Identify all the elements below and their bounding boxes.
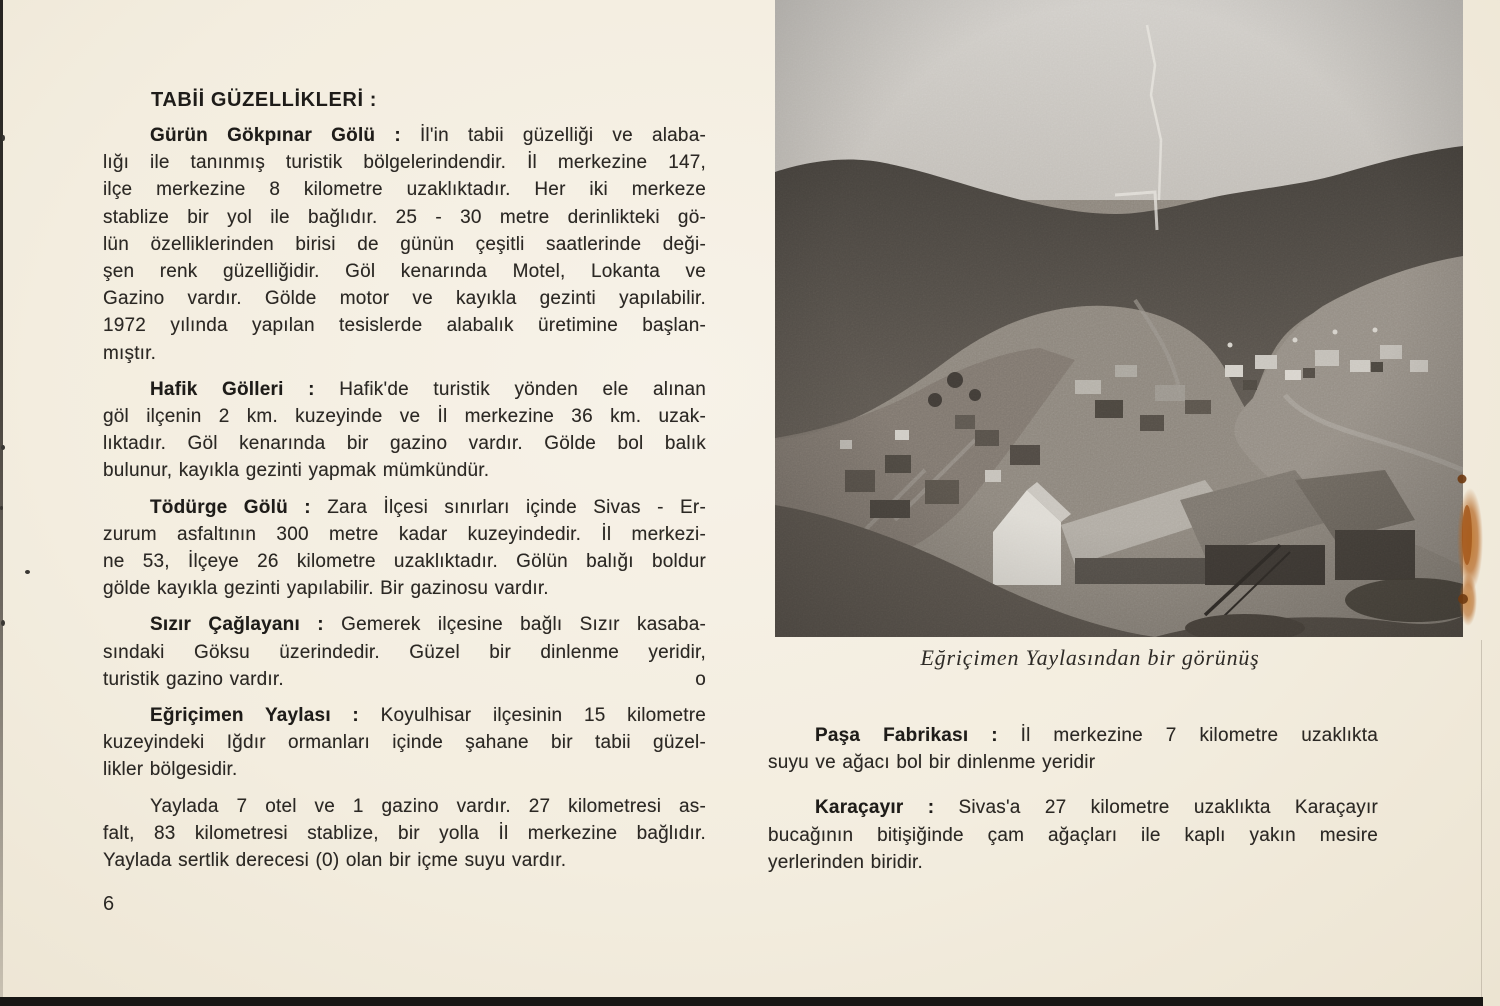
paragraph: [103, 122, 706, 367]
text-line: lıktadır. Göl kenarında bir gazino vardır. Gölde bol balık: [103, 433, 706, 455]
paragraph: [768, 794, 1378, 876]
scan-speck: [25, 570, 30, 574]
text-line: lün özelliklerinden birisi de günün çeşitli saatlerinde deği-: [103, 233, 706, 255]
paragraph: [103, 494, 706, 603]
left-column: [103, 86, 706, 916]
text-line: bucağının bitişiğinde çam ağaçları ile kaplı yakın mesire: [768, 824, 1378, 846]
stray-mark: o: [695, 668, 706, 690]
paragraph: [768, 722, 1378, 776]
page-number: 6: [103, 893, 115, 916]
text-line: Tödürge Gölü : Zara İlçesi sınırları içinde Sivas - Er-: [150, 496, 706, 518]
text-line: şen renk güzelliğidir. Göl kenarında Motel, Lokanta ve: [103, 261, 706, 283]
paragraph: [103, 702, 706, 784]
section-heading: TABİİ GÜZELLİKLERİ :: [151, 89, 378, 111]
text-line: suyu ve ağacı bol bir dinlenme yeridir: [768, 752, 1096, 774]
paragraph: [103, 611, 706, 693]
text-line: turistik gazino vardır. o: [103, 666, 706, 693]
paragraph: [103, 376, 706, 485]
text-line: Sızır Çağlayanı : Gemerek ilçesine bağlı Sızır kasaba-: [150, 614, 706, 636]
text-line: falt, 83 kilometresi stablize, bir yolla İl merkezine bağlıdır.: [103, 822, 706, 844]
text-line: yerlerinden biridir.: [768, 851, 923, 873]
text-line: 1972 yılında yapılan tesislerde alabalık üretimine başlan-: [103, 315, 706, 337]
paragraph-lead: Sızır Çağlayanı :: [150, 614, 324, 636]
text-line: Yaylada 7 otel ve 1 gazino vardır. 27 kilometresi as-: [150, 795, 706, 817]
paragraph-lead: Eğriçimen Yaylası :: [150, 705, 359, 727]
paragraph-lead: Karaçayır :: [815, 797, 935, 819]
text-line: Hafik Gölleri : Hafik'de turistik yönden ele alınan: [150, 378, 707, 400]
paragraph-lead: Paşa Fabrikası :: [815, 725, 998, 746]
text-line: Eğriçimen Yaylası : Koyulhisar ilçesinin 15 kilometre: [150, 705, 707, 727]
text-line: Gazino vardır. Gölde motor ve kayıkla gezinti yapılabilir.: [103, 288, 706, 310]
text-line: göl ilçenin 2 km. kuzeyinde ve İl merkezine 36 km. uzak-: [103, 406, 706, 428]
text-line: kuzeyindeki Iğdır ormanları içinde şahane bir tabii güzel-: [103, 732, 706, 754]
scan-speck: [0, 506, 3, 510]
text-line: gölde kayıkla gezinti yapılabilir. Bir gazinosu vardır.: [103, 578, 549, 600]
photo-vignette: [775, 0, 1463, 637]
scan-edge-bottom: [0, 997, 1483, 1006]
right-column-text: [768, 722, 1378, 894]
paragraph-lead: Tödürge Gölü :: [150, 496, 311, 518]
village-photo-image: [775, 0, 1463, 637]
text-line: bulunur, kayıkla gezinti yapmak mümkündür.: [103, 460, 490, 482]
text-line: stablize bir yol ile bağlıdır. 25 - 30 metre derinlikteki gö-: [103, 206, 706, 228]
text-line: lığı ile tanınmış turistik bölgelerindendir. İl merkezine 147,: [103, 152, 706, 174]
scan-speck: [1, 445, 5, 450]
village-photo: [775, 0, 1463, 637]
scan-crease-line: [1481, 640, 1482, 997]
photo-caption: Eğriçimen Yaylasından bir görünüş: [920, 645, 1260, 670]
paragraph-lead: Gürün Gökpınar Gölü :: [150, 125, 401, 146]
text-line: mıştır.: [103, 342, 157, 364]
rust-stain: [1446, 460, 1496, 630]
text-line: likler bölgesidir.: [103, 759, 238, 781]
text-line: Paşa Fabrikası : İl merkezine 7 kilometre uzaklıkta: [815, 725, 1378, 746]
scan-edge-left: [0, 0, 3, 1006]
text-line: Karaçayır : Sivas'a 27 kilometre uzaklıkta Karaçayır: [815, 797, 1378, 819]
text-line: Yaylada sertlik derecesi (0) olan bir içme suyu vardır.: [103, 850, 567, 872]
paragraph-lead: Hafik Gölleri :: [150, 378, 315, 400]
text-line: ilçe merkezine 8 kilometre uzaklıktadır. Her iki merkeze: [103, 179, 706, 201]
paragraph: [103, 793, 706, 875]
text-line: zurum asfaltının 300 metre kadar kuzeyindedir. İl merkezi-: [103, 523, 706, 545]
text-line: Gürün Gökpınar Gölü : İl'in tabii güzelliği ve alaba-: [150, 125, 706, 146]
scan-speck: [1, 620, 5, 626]
text-line: sındaki Göksu üzerindedir. Güzel bir dinlenme yeridir,: [103, 641, 706, 663]
left-column-text: [103, 122, 706, 874]
scan-speck: [2, 135, 5, 141]
text-line: ne 53, İlçeye 26 kilometre uzaklıktadır. Gölün balığı boldur: [103, 551, 706, 573]
